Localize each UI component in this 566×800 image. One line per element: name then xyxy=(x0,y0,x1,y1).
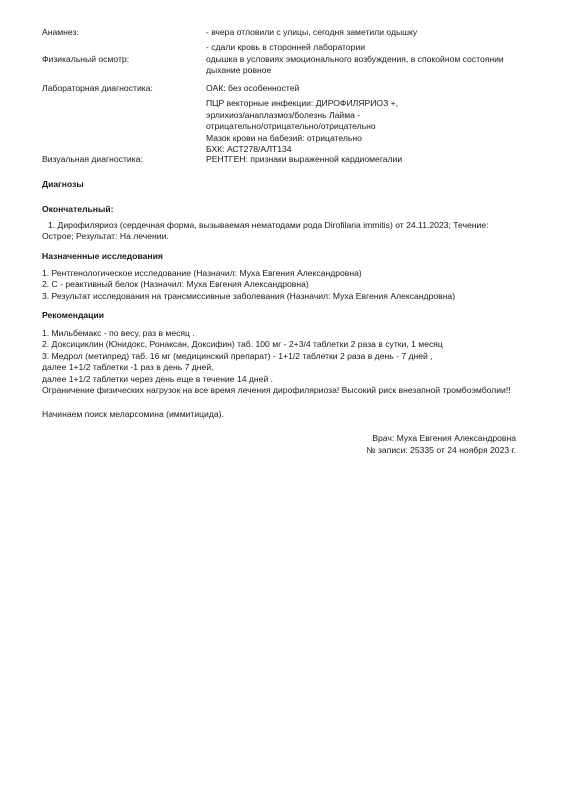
lab-diagnostics-value xyxy=(206,83,526,155)
lab-line: Мазок крови на бабезий: отрицательно xyxy=(206,132,362,143)
anamnesis-line: - вчера отловили с улицы, сегодня заметили одышку xyxy=(206,27,418,37)
lab-line: отрицательно/отрицательно/отрицательно xyxy=(206,121,376,132)
physical-exam-line: одышка в условиях эмоционального возбуждения, в спокойном состоянии xyxy=(206,54,504,64)
visual-diagnostics-value: РЕНТГЕН: признаки выраженной кардиомегалии xyxy=(206,154,403,164)
recommendations-note: Начинаем поиск меларсомина (иммитицида). xyxy=(42,409,224,419)
final-diagnosis-heading: Окончательный: xyxy=(42,204,114,214)
doctor-signature: Врач: Муха Евгения Александровна xyxy=(372,433,516,443)
anamnesis-label: Анамнез: xyxy=(42,27,79,37)
physical-exam-value xyxy=(206,54,526,77)
anamnesis-line: - сдали кровь в сторонней лаборатории xyxy=(206,42,366,53)
list-item: 1. Мильбемакс - по весу, раз в месяц . xyxy=(42,328,195,338)
physical-exam-label: Физикальный осмотр: xyxy=(42,54,130,64)
list-item: 1. Рентгенологическое исследование (Назначил: Муха Евгения Александровна) xyxy=(42,268,362,278)
list-item: далее 1+1/2 таблетки -1 раз в день 7 дней, xyxy=(42,362,214,373)
lab-line: ПЦР векторные инфекции: ДИРОФИЛЯРИОЗ +, xyxy=(206,98,399,109)
lab-line: БХК: АСТ278/АЛТ134 xyxy=(206,144,292,155)
physical-exam-line: дыхание ровное xyxy=(206,65,272,76)
lab-line: ОАК: без особенностей xyxy=(206,83,300,93)
diagnoses-heading: Диагнозы xyxy=(42,179,84,189)
list-item: 2. Доксициклин (Юнидокс, Ронаксан, Доксифин) таб. 100 мг - 2+3/4 таблетки 2 раза в сутки, 1 месяц xyxy=(42,339,443,350)
list-item: далее 1+1/2 таблетки через день еще в течение 14 дней . xyxy=(42,373,274,384)
lab-line: эрлихиоз/анаплазмоз/болезнь Лайма - xyxy=(206,109,361,120)
final-diagnosis-text: 1. Дирофиляриоз (сердечная форма, вызываемая нематодами рода Dirofilaria immitis) от 24.11.2023; Течение: Острое; Результат: На лечении. xyxy=(42,220,489,242)
lab-diagnostics-label: Лабораторная диагностика: xyxy=(42,83,153,93)
studies-list xyxy=(42,268,518,302)
visual-diagnostics-label: Визуальная диагностика: xyxy=(42,154,143,164)
list-item: 2. С - реактивный белок (Назначил: Муха Евгения Александровна) xyxy=(42,279,309,290)
recommendations-list xyxy=(42,328,518,396)
record-number: № записи: 25335 от 24 ноября 2023 г. xyxy=(366,445,516,455)
recommendations-heading: Рекомендации xyxy=(42,310,105,320)
list-item: Ограничение физических нагрузок на все время лечения дирофиляриоза! Высокий риск внезапной тромбоэмболии!! xyxy=(42,385,511,396)
list-item: 3. Результат исследования на трансмиссивные заболевания (Назначил: Муха Евгения Александровна) xyxy=(42,290,456,301)
list-item: 3. Медрол (метипред) таб. 16 мг (медицинский препарат) - 1+1/2 таблетки 2 раза в день - 7 дней , xyxy=(42,350,433,361)
anamnesis-value xyxy=(206,27,526,54)
studies-heading: Назначенные исследования xyxy=(42,251,163,261)
